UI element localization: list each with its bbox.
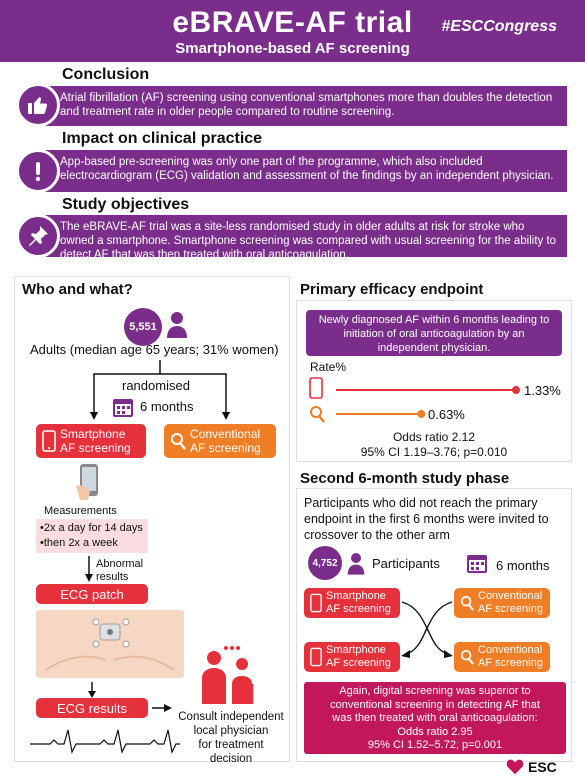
result-line5: 95% CI 1.52–5.72; p=0.001 — [367, 739, 503, 751]
thumbs-up-icon — [16, 83, 60, 127]
pin-icon — [16, 214, 60, 258]
consult-line3: for treatment decision — [198, 739, 264, 765]
header-banner — [0, 0, 585, 62]
conclusion-band — [40, 86, 567, 126]
rate-label: Rate% — [310, 360, 347, 374]
impact-band — [40, 150, 567, 192]
person-icon — [165, 310, 189, 338]
phase2-smartphone-arm-top[interactable] — [304, 588, 400, 618]
conventional-rate-dot — [417, 410, 425, 418]
chest-patch-illustration — [36, 610, 184, 678]
conventional-arm-line2: AF screening — [190, 441, 261, 455]
phase2-smartphone-arm-bottom[interactable] — [304, 642, 400, 672]
crossover-arrows — [400, 600, 454, 660]
calendar-icon — [466, 552, 488, 574]
primary-title: Primary efficacy endpoint — [300, 281, 484, 298]
esc-logo-text: ESC — [528, 759, 557, 775]
abnormal-line1: Abnormal — [96, 558, 144, 570]
p2-conv-top-line1: Conventional — [478, 590, 543, 602]
conclusion-title: Conclusion — [62, 66, 150, 83]
enrolled-count-badge: 5,551 — [124, 308, 162, 346]
exclamation-icon — [16, 149, 60, 193]
p2-smart-top-line2: AF screening — [326, 603, 391, 615]
who-title: Who and what? — [22, 281, 133, 298]
primary-odds-ratio: Odds ratio 2.12 — [392, 430, 476, 444]
result-line2: conventional screening in detecting AF that — [330, 698, 540, 711]
smartphone-arm-line1: Smartphone — [60, 427, 126, 441]
p2-conv-bot-line1: Conventional — [478, 644, 543, 656]
second-phase-title: Second 6-month study phase — [300, 470, 510, 487]
smartphone-icon — [310, 378, 322, 398]
smartphone-rate-dot — [512, 386, 520, 394]
impact-title: Impact on clinical practice — [62, 130, 263, 147]
measurement-freq-1: •2x a day for 14 days — [40, 522, 143, 534]
consult-text — [176, 710, 286, 766]
abnormal-results-label — [96, 558, 143, 584]
down-arrow-1 — [84, 556, 94, 582]
objectives-title: Study objectives — [62, 196, 190, 213]
smartphone-screening-arm[interactable] — [36, 424, 146, 458]
magnifier-icon — [460, 649, 474, 665]
objectives-band — [40, 215, 567, 261]
measurements-label: Measurements — [44, 505, 117, 517]
measurements-box — [36, 519, 148, 553]
page-subtitle: Smartphone-based AF screening — [175, 40, 410, 57]
randomised-label: randomised — [122, 378, 190, 393]
measurement-freq-2: •then 2x a week — [40, 537, 118, 549]
conventional-rate-value: 0.63% — [428, 407, 465, 422]
impact-text: App-based pre-screening was only one part of the programme, which also included electrocardiogram (ECG) validation and assessment of the findings by an independent physician. — [60, 156, 554, 182]
hand-smartphone-icon — [74, 462, 104, 500]
result-line4: Odds ratio 2.95 — [397, 725, 473, 738]
second-phase-intro: Participants who did not reach the primary endpoint in the first 6 months were invited to crossover to the other arm — [304, 496, 549, 542]
ecg-patch-label[interactable]: ECG patch — [36, 584, 148, 604]
person-icon — [346, 550, 366, 576]
conventional-screening-arm[interactable] — [164, 424, 276, 458]
result-line3: was then treated with oral anticoagulation: — [332, 712, 538, 724]
smartphone-rate-value: 1.33% — [524, 383, 561, 398]
primary-ci: 95% CI 1.19–3.76; p=0.010 — [360, 445, 508, 459]
participants-label: Participants — [372, 556, 440, 571]
adults-description: Adults (median age 65 years; 31% women) — [30, 342, 279, 357]
phase2-conventional-arm-bottom[interactable] — [454, 642, 550, 672]
crossover-count-badge: 4,752 — [308, 546, 342, 580]
abnormal-line2: results — [96, 571, 129, 583]
magnifier-icon — [170, 432, 186, 450]
physician-consult-icon — [196, 644, 262, 706]
p2-conv-top-line2: AF screening — [478, 603, 543, 615]
esc-heart-logo-icon — [506, 758, 524, 776]
first-phase-duration: 6 months — [140, 399, 194, 414]
consult-line1: Consult independent — [178, 711, 284, 723]
calendar-icon — [112, 396, 134, 418]
conclusion-text: Atrial fibrillation (AF) screening using conventional smartphones more than doubles the detection and treatment rate in older people compared to routine screening. — [60, 92, 553, 118]
smartphone-icon — [310, 647, 322, 667]
ecg-results-label[interactable]: ECG results — [36, 698, 148, 718]
down-arrow-2 — [87, 682, 97, 698]
primary-endpoint-box: Newly diagnosed AF within 6 months leading to initiation of oral anticoagulation by an independent physician. — [306, 310, 562, 356]
p2-smart-bot-line2: AF screening — [326, 657, 391, 669]
hashtag[interactable]: #ESCCongress — [441, 18, 557, 35]
magnifier-icon — [311, 407, 321, 417]
p2-smart-top-line1: Smartphone — [326, 590, 386, 602]
smartphone-arm-line2: AF screening — [60, 441, 131, 455]
p2-smart-bot-line1: Smartphone — [326, 644, 386, 656]
page-title: eBRAVE-AF trial — [172, 6, 413, 39]
smartphone-icon — [42, 430, 56, 452]
smartphone-icon — [310, 593, 322, 613]
magnifier-icon — [460, 595, 474, 611]
phase2-conventional-arm-top[interactable] — [454, 588, 550, 618]
ecg-trace — [30, 726, 180, 754]
result-line1: Again, digital screening was superior to — [339, 685, 531, 697]
p2-conv-bot-line2: AF screening — [478, 657, 543, 669]
phase2-result-box — [304, 682, 566, 754]
second-phase-duration: 6 months — [496, 558, 550, 573]
right-arrow — [152, 703, 172, 713]
consult-line2: local physician — [193, 725, 269, 737]
conventional-arm-line1: Conventional — [190, 427, 261, 441]
objectives-text: The eBRAVE-AF trial was a site-less randomised study in older adults at risk for stroke who owned a smartphone. Smartphone screening was compared with usual screening for the ability to detect AF that was then treated with oral anticoagulation. — [60, 221, 557, 261]
